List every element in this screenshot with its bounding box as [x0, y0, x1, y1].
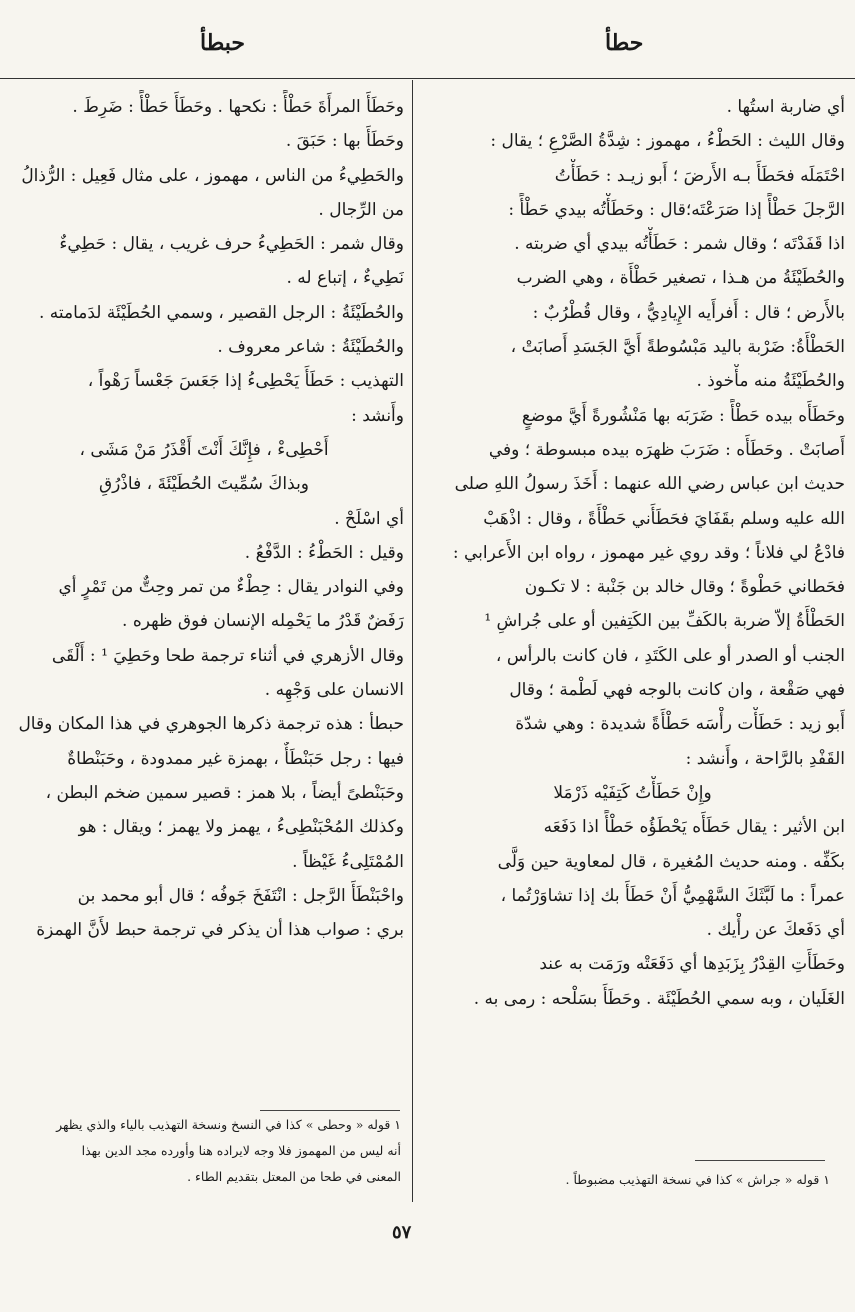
text-line: الجنب أو الصدر أو على الكَتَدِ ، فان كانت بالرأس ، — [495, 645, 845, 666]
text-line: فهي صَقْعة ، وان كانت بالوجه فهي لَطْمة ؛ وقال — [509, 680, 845, 701]
text-line: بكَفِّه . ومنه حديث المُغيرة ، قال لمعاوية حين وَلَّى — [497, 851, 845, 872]
verse-line: وإِنْ حَطَأْتُ كَتِفَيْه ذَرْمَلا — [553, 782, 712, 803]
text-line: وأَنشد : — [351, 405, 404, 426]
text-line: واحْبَنْطَأَ الرَّجل : انْتَفَخَ جَوفُه ؛ قال أبو محمد بن — [77, 885, 404, 906]
right-column — [420, 90, 845, 1016]
footnote-rule-left — [260, 1110, 400, 1111]
text-line: الغَلَيان ، وبه سمي الحُطَيْئَة . وحَطَأَ بسَلْحه : رمى به . — [473, 988, 845, 1009]
text-line: وحَطَأَه بيده حَطْأً : ضَرَبَه بها مَنْشُورةً أَيَّ موضعٍ — [521, 405, 845, 426]
text-line: من الرِّجال . — [318, 199, 404, 220]
text-line: وقال الأزهري في أثناء ترجمة طحا وحَطِيَ ¹ : أَلْقَى — [51, 645, 404, 666]
text-line: الحَطْأَةُ: ضَرْبة باليد مَبْسُوطةً أَيَّ الجَسَدِ أَصابَتْ ، — [510, 337, 845, 358]
text-line: القَفْدِ بالرَّاحة ، وأَنشد : — [685, 748, 845, 769]
text-line: أي اسْلَحْ . — [334, 508, 404, 529]
text-line: أَبو زيد : حَطَأْت رأْسَه حَطْأَةً شديدة : وهي شدّة — [515, 714, 845, 735]
footnote-line: أنه ليس من المهموز فلا وجه لايراده هنا وأورده مجد الدين بهذا — [81, 1143, 401, 1158]
text-line: حديث ابن عباس رضي الله عنهما : أَخَذَ رسولُ اللهِ صلى — [454, 474, 845, 495]
text-line: وقال شمر : الحَطِيءُ حرف غريب ، يقال : حَطِيءٌ — [59, 234, 404, 255]
text-line: التهذيب : حَطَأَ يَحْطِىءُ إذا جَعَسَ جَعْساً رَهْواً ، — [87, 371, 404, 392]
text-line: اذا قَفَدْتَه ؛ وقال شمر : حَطَأْتُه بيدي أي ضربته . — [514, 234, 845, 255]
text-line: والحُطَيْئَةُ : شاعر معروف . — [217, 337, 404, 358]
text-line: وحَبَنْطىً أيضاً ، بلا همز : قصير سمين ضخم البطن ، — [45, 782, 404, 803]
text-line: الحَطْأَةُ إلاّ ضربة بالكَفِّ بين الكَتِفين أو على جُراشِ ¹ — [484, 611, 845, 632]
text-line: فادْعُ لي فلاناً ؛ وقد روي غير مهموز ، رواه ابن الأَعرابي : — [452, 542, 845, 563]
text-line: رَفَضٌ قَدْرُ ما يَحْمِله الإنسان فوق ظهره . — [122, 611, 404, 632]
text-line: فيها : رجل حَبَنْطَأٌ ، بهمزة غير ممدودة ، وحَبَنْطاةٌ — [67, 748, 404, 769]
text-line: وحَطَأَ بها : حَبَقَ . — [285, 131, 404, 152]
text-line: احْتَمَلَه فحَطَأَ بـه الأَرضَ ؛ أَبو زيـد : حَطَأْتُ — [554, 165, 845, 186]
text-line: والحُطَيْئَةُ من هـذا ، تصغير حَطْأَة ، وهي الضرب — [516, 268, 845, 289]
left-column — [4, 90, 404, 947]
page-number: ٥٧ — [392, 1222, 412, 1243]
text-line: والحُطَيْئَةُ : الرجل القصير ، وسمي الحُطَيْئَة لدَمامته . — [38, 302, 404, 323]
footnote-rule-right — [695, 1160, 825, 1161]
running-headword-left: حبطأ — [200, 30, 245, 56]
text-line: عمراً : ما لَبَّثَكَ السَّهْمِيُّ أَنْ حَطَأَ بك إذا تشاوَرْتُما ، — [500, 885, 845, 906]
text-line: المُمْتَلِىءُ غَيْظاً . — [292, 851, 404, 872]
text-line: بالأَرض ؛ قال : أَفرأَيه الإِيادِيُّ ، وقال قُطْرُبٌ : — [532, 302, 845, 323]
text-line: أي ضاربة استُها . — [726, 97, 845, 117]
text-line: والحُطَيْئَةُ منه مأْخوذ . — [696, 371, 845, 392]
text-line: نَطِيءٌ ، إتباع له . — [286, 268, 404, 289]
column-divider — [412, 80, 413, 1202]
entry-heading-line: حبطأ : هذه ترجمة ذكرها الجوهري في هذا المكان وقال — [18, 714, 404, 735]
text-line: بري : صواب هذا أن يذكر في ترجمة حبط لأَنَّ الهمزة — [36, 920, 404, 941]
verse-line: وبذاكَ سُمِّيتَ الحُطَيْئَةَ ، فاذْرُقِ — [98, 474, 310, 495]
text-line: وحَطَأَ المرأَةَ حَطْأً : نكحها . وحَطَأَ حَطْأً : ضَرِطَ . — [72, 97, 404, 117]
footnote-right: ١ قوله « جراش » كذا في نسخة التهذيب مضبوطاً . — [565, 1172, 830, 1187]
text-line: وقيل : الحَطْءُ : الدَّفْعُ . — [244, 542, 404, 563]
header-rule — [0, 78, 855, 79]
text-line: والحَطِيءُ من الناس ، مهموز ، على مثال فَعِيل : الرُّذالُ — [21, 165, 404, 186]
footnote-line: المعنى في طحا من المعتل بتقديم الطاء . — [187, 1169, 401, 1184]
text-line: أَصابَتْ . وحَطَأَه : ضَرَبَ ظهرَه بيده مبسوطة ؛ وفي — [488, 439, 845, 460]
running-headword-right: حطأ — [605, 30, 644, 56]
text-line: أي دَفَعكَ عن رأْيك . — [706, 920, 845, 941]
text-line: وفي النوادر يقال : حِطْءٌ من تمر وحِتٌّ من تَمْرٍ أي — [58, 577, 404, 598]
text-line: الانسان على وَجْهِه . — [264, 680, 404, 701]
text-line: ابن الأثير : يقال حَطَأَه يَحْطَؤُه حَطْأً اذا دَفَعَه — [543, 817, 845, 838]
footnote-left — [6, 1112, 401, 1190]
text-line: فحَطاني حَطْوةً ؛ وقال خالد بن جَنْبة : لا تكـون — [524, 577, 845, 598]
text-line: الرَّجلَ حَطْأً إذا صَرَعْتَه؛قال : وحَطَأْتُه بيدي حَطْأً : — [508, 199, 845, 220]
text-line: وكذلك المُحْبَنْطِىءُ ، يهمز ولا يهمز ؛ ويقال : هو — [78, 817, 404, 838]
text-line: الله عليه وسلم بقَفَايَ فحَطَأَني حَطْأَةً ، وقال : اذْهَبْ — [483, 508, 845, 529]
footnote-line: ١ قوله « وحطى » كذا في النسخ ونسخة التهذيب بالياء والذي يظهر — [56, 1117, 401, 1132]
text-line: وحَطَأَتِ القِدْرُ بِزَبَدِها أي دَفَعَتْه ورَمَت به عند — [539, 954, 845, 975]
text-line: وقال الليث : الحَطْءُ ، مهموز : شِدَّةُ الصَّرْعِ ؛ يقال : — [490, 131, 845, 152]
verse-line: أَحْطِىءْ ، فإِنَّكَ أَنْتَ أَقْذَرُ مَنْ مَشَى ، — [79, 439, 329, 460]
